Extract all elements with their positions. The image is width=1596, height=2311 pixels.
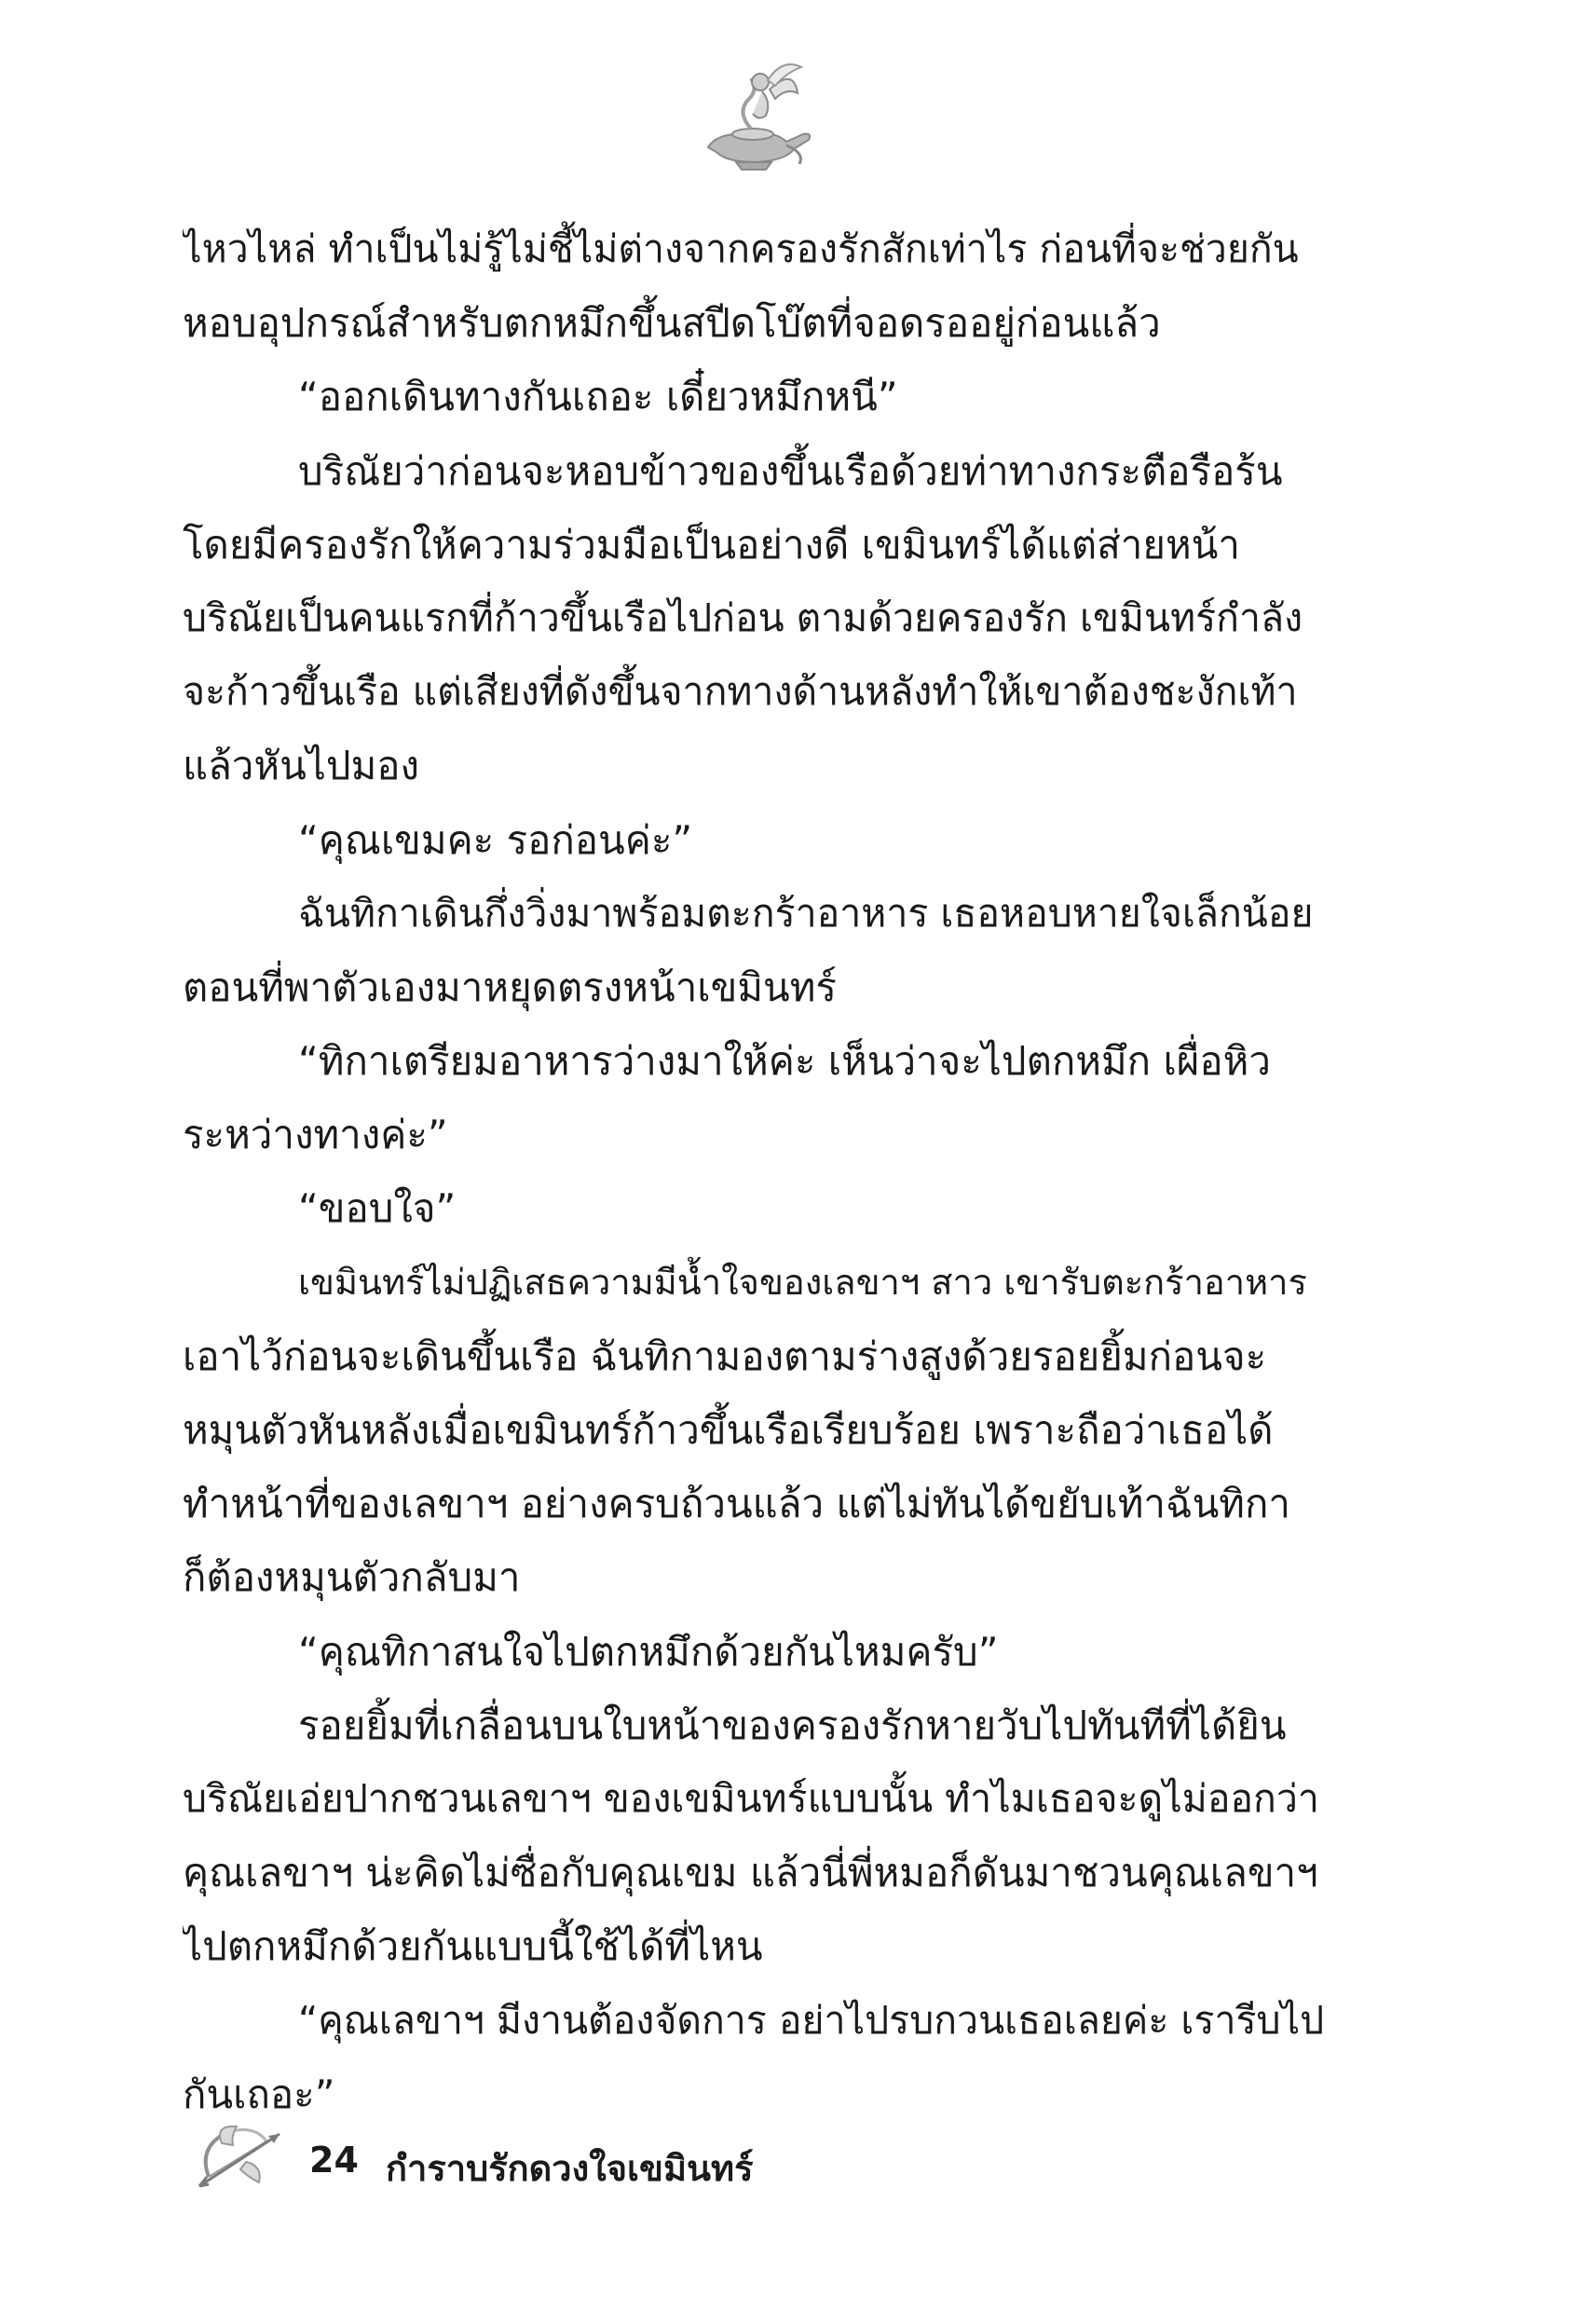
text-line: “คุณเขมคะ รอก่อนค่ะ” xyxy=(298,816,693,863)
text-line: คุณเลขาฯ น่ะคิดไม่ซื่อกับคุณเขม แล้วนี่พี่หมอก็ดันมาชวนคุณเลขาฯ xyxy=(183,1850,1318,1896)
text-line: หอบอุปกรณ์สำหรับตกหมึกขึ้นสปีดโบ๊ตที่จอดรออยู่ก่อนแล้ว xyxy=(183,300,1161,347)
text-line: เอาไว้ก่อนจะเดินขึ้นเรือ ฉันทิกามองตามร่างสูงด้วยรอยยิ้มก่อนจะ xyxy=(183,1333,1267,1379)
body-text xyxy=(183,212,1324,2131)
text-line: ก็ต้องหมุนตัวกลับมา xyxy=(183,1554,521,1601)
text-line: รอยยิ้มที่เกลื่อนบนใบหน้าของครองรักหายวับไปทันทีที่ได้ยิน xyxy=(298,1702,1287,1748)
running-title: กำราบรักดวงใจเขมินทร์ xyxy=(386,2148,754,2189)
page-footer xyxy=(190,2115,1029,2199)
text-line: บริณัยเป็นคนแรกที่ก้าวขึ้นเรือไปก่อน ตามด้วยครองรัก เขมินทร์กำลัง xyxy=(183,595,1303,640)
text-line: จะก้าวขึ้นเรือ แต่เสียงที่ดังขึ้นจากทางด้านหลังทำให้เขาต้องชะงักเท้า xyxy=(183,669,1298,715)
text-line: ทำหน้าที่ของเลขาฯ อย่างครบถ้วนแล้ว แต่ไม่ทันได้ขยับเท้าฉันทิกา xyxy=(183,1481,1290,1527)
text-line: “ทิกาเตรียมอาหารว่างมาให้ค่ะ เห็นว่าจะไปตกหมึก เผื่อหิว xyxy=(298,1038,1271,1085)
text-line: หมุนตัวหันหลังเมื่อเขมินทร์ก้าวขึ้นเรือเรียบร้อย เพราะถือว่าเธอได้ xyxy=(183,1407,1274,1453)
text-line: ตอนที่พาตัวเองมาหยุดตรงหน้าเขมินทร์ xyxy=(183,964,837,1010)
text-line: บริณัยเอ่ยปากชวนเลขาฯ ของเขมินทร์แบบนั้น ทำไมเธอจะดูไม่ออกว่า xyxy=(183,1775,1319,1821)
text-line: “ขอบใจ” xyxy=(298,1185,457,1232)
cupid-bow-arrow-icon xyxy=(190,2115,293,2199)
text-line: ไหวไหล่ ทำเป็นไม่รู้ไม่ชี้ไม่ต่างจากครองรักสักเท่าไร ก่อนที่จะช่วยกัน xyxy=(183,226,1299,271)
text-line: “คุณทิกาสนใจไปตกหมึกด้วยกันไหมครับ” xyxy=(298,1628,999,1675)
text-line: กันเถอะ” xyxy=(183,2071,335,2117)
text-line: โดยมีครองรักให้ความร่วมมือเป็นอย่างดี เขมินทร์ได้แต่ส่ายหน้า xyxy=(183,521,1240,567)
page-number: 24 xyxy=(309,2140,359,2181)
text-line: “ออกเดินทางกันเถอะ เดี๋ยวหมึกหนี” xyxy=(298,374,898,420)
cupid-on-genie-lamp-icon xyxy=(689,56,820,177)
text-line: ไปตกหมึกด้วยกันแบบนี้ใช้ได้ที่ไหน xyxy=(183,1923,763,1970)
text-line: ฉันทิกาเดินกึ่งวิ่งมาพร้อมตะกร้าอาหาร เธอหอบหายใจเล็กน้อย xyxy=(298,890,1314,936)
text-line: บริณัยว่าก่อนจะหอบข้าวของขึ้นเรือด้วยท่าทางกระตือรือร้น xyxy=(298,447,1283,494)
text-line: “คุณเลขาฯ มีงานต้องจัดการ อย่าไปรบกวนเธอเลยค่ะ เรารีบไป xyxy=(298,1997,1324,2043)
text-line: เขมินทร์ไม่ปฏิเสธความมีน้ำใจของเลขาฯ สาว เขารับตะกร้าอาหาร xyxy=(298,1261,1307,1303)
text-line: ระหว่างทางค่ะ” xyxy=(183,1112,448,1158)
text-line: แล้วหันไปมอง xyxy=(183,743,419,789)
